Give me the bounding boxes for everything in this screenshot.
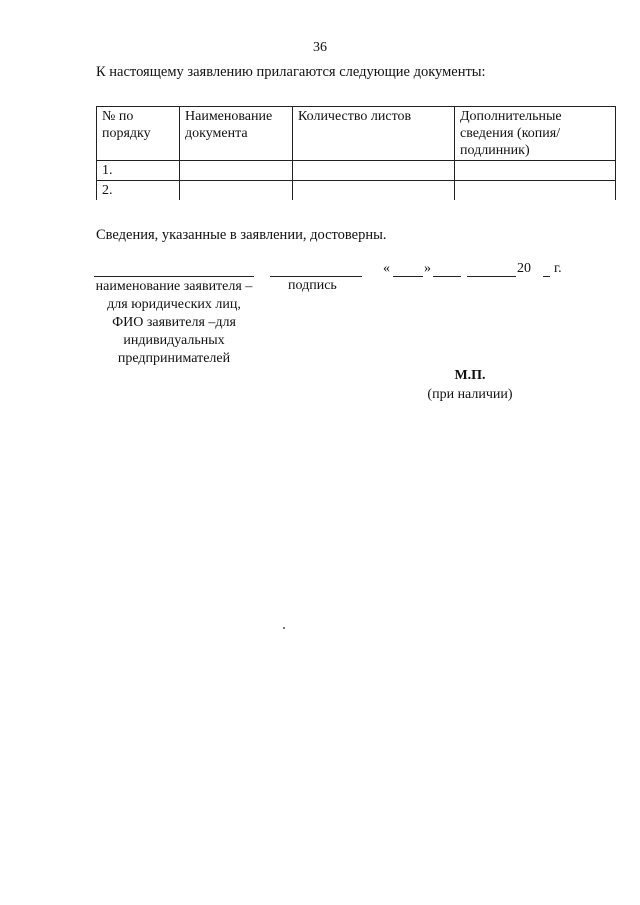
stamp-block <box>410 366 530 404</box>
header-sheet-count: Количество листов <box>293 107 455 161</box>
header-number: № по порядку <box>97 107 180 161</box>
stamp-title: М.П. <box>454 368 486 383</box>
row-additional-info <box>455 161 616 181</box>
page-number: 36 <box>313 40 327 55</box>
row-number: 1. <box>97 161 180 181</box>
date-open-quote: « <box>383 261 390 276</box>
row-sheet-count <box>293 161 455 181</box>
date-close-quote: » <box>424 261 431 276</box>
day-line-tail <box>433 276 461 277</box>
month-line <box>467 276 516 277</box>
accuracy-statement: Сведения, указанные в заявлении, достоверны. <box>96 227 387 243</box>
attachments-intro: К настоящему заявлению прилагаются следующие документы: <box>96 64 486 80</box>
stamp-note: (при наличии) <box>427 387 513 402</box>
applicant-name-line <box>94 276 254 277</box>
row-sheet-count <box>293 181 455 201</box>
signature-caption: подпись <box>288 278 337 293</box>
header-document-name: Наименование документа <box>180 107 293 161</box>
row-document-name <box>180 181 293 201</box>
table-header-row <box>97 107 616 161</box>
row-additional-info <box>455 181 616 201</box>
header-additional-info: Дополнительные сведения (копия/подлинник) <box>455 107 616 161</box>
row-number: 2. <box>97 181 180 201</box>
table-row <box>97 181 616 201</box>
row-document-name <box>180 161 293 181</box>
table-row <box>97 161 616 181</box>
scan-speck <box>283 627 285 629</box>
day-line <box>393 276 423 277</box>
signature-line <box>270 276 362 277</box>
attachments-table <box>96 106 616 200</box>
year-line <box>543 276 550 277</box>
year-prefix: 20 <box>517 261 531 276</box>
applicant-caption: наименование заявителя – для юридических лиц, ФИО заявителя –для индивидуальных предпринимателей <box>95 279 253 366</box>
year-suffix: г. <box>554 261 562 276</box>
